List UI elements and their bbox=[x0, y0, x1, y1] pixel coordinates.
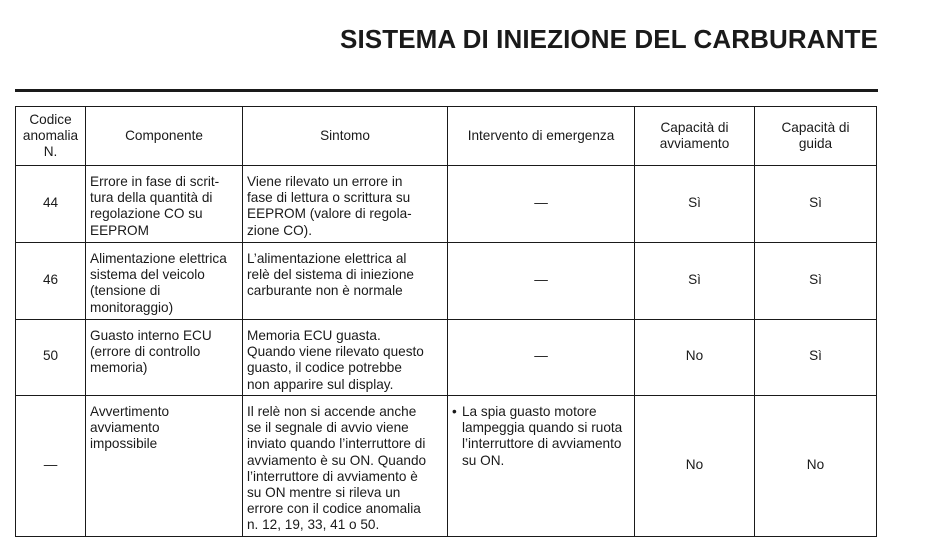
header-component: Componente bbox=[86, 107, 243, 166]
cell-start-capability: Sì bbox=[635, 166, 755, 243]
cell-code: — bbox=[16, 396, 86, 537]
header-symptom: Sintomo bbox=[243, 107, 448, 166]
fault-code-table bbox=[15, 106, 877, 537]
title-rule bbox=[15, 89, 878, 92]
emergency-text: La spia guasto motore lampeggia quando si ruota l’interruttore di avviamento su ON. bbox=[462, 404, 623, 468]
table-row bbox=[16, 320, 877, 396]
cell-emergency: — bbox=[448, 320, 635, 396]
bullet-mark: • bbox=[452, 404, 457, 419]
cell-code: 44 bbox=[16, 166, 86, 243]
cell-component: Avvertimento avviamento impossibile bbox=[86, 396, 243, 537]
header-drive-capability: Capacità di guida bbox=[755, 107, 877, 166]
cell-start-capability: Sì bbox=[635, 243, 755, 320]
cell-symptom: Il relè non si accende anche se il segnale di avvio viene inviato quando l’interruttore di avviamento è su ON. Quando l’interruttore di avviamento è su ON mentre si rileva un errore con il codice anomalia n. 12, 19, 33, 41 o 50. bbox=[243, 396, 448, 537]
cell-drive-capability: Sì bbox=[755, 166, 877, 243]
cell-code: 50 bbox=[16, 320, 86, 396]
emergency-bullet-item bbox=[452, 404, 630, 469]
page-title: SISTEMA DI INIEZIONE DEL CARBURANTE bbox=[340, 24, 878, 54]
cell-emergency: — bbox=[448, 243, 635, 320]
header-start-capability: Capacità di avviamento bbox=[635, 107, 755, 166]
cell-symptom: L’alimentazione elettrica al relè del sistema di iniezione carburante non è normale bbox=[243, 243, 448, 320]
cell-emergency bbox=[448, 396, 635, 537]
cell-component: Guasto interno ECU (errore di controllo memoria) bbox=[86, 320, 243, 396]
table-row bbox=[16, 166, 877, 243]
table-row bbox=[16, 396, 877, 537]
cell-start-capability: No bbox=[635, 320, 755, 396]
cell-emergency: — bbox=[448, 166, 635, 243]
cell-symptom: Memoria ECU guasta. Quando viene rilevato questo guasto, il codice potrebbe non apparire sul display. bbox=[243, 320, 448, 396]
header-code: Codice anomalia N. bbox=[16, 107, 86, 166]
cell-drive-capability: Sì bbox=[755, 320, 877, 396]
table-row bbox=[16, 243, 877, 320]
cell-start-capability: No bbox=[635, 396, 755, 537]
cell-symptom: Viene rilevato un errore in fase di lettura o scrittura su EEPROM (valore di regola- zione CO). bbox=[243, 166, 448, 243]
header-emergency: Intervento di emergenza bbox=[448, 107, 635, 166]
cell-code: 46 bbox=[16, 243, 86, 320]
cell-drive-capability: No bbox=[755, 396, 877, 537]
table-header-row bbox=[16, 107, 877, 166]
cell-component: Errore in fase di scrit- tura della quantità di regolazione CO su EEPROM bbox=[86, 166, 243, 243]
cell-drive-capability: Sì bbox=[755, 243, 877, 320]
cell-component: Alimentazione elettrica sistema del veicolo (tensione di monitoraggio) bbox=[86, 243, 243, 320]
